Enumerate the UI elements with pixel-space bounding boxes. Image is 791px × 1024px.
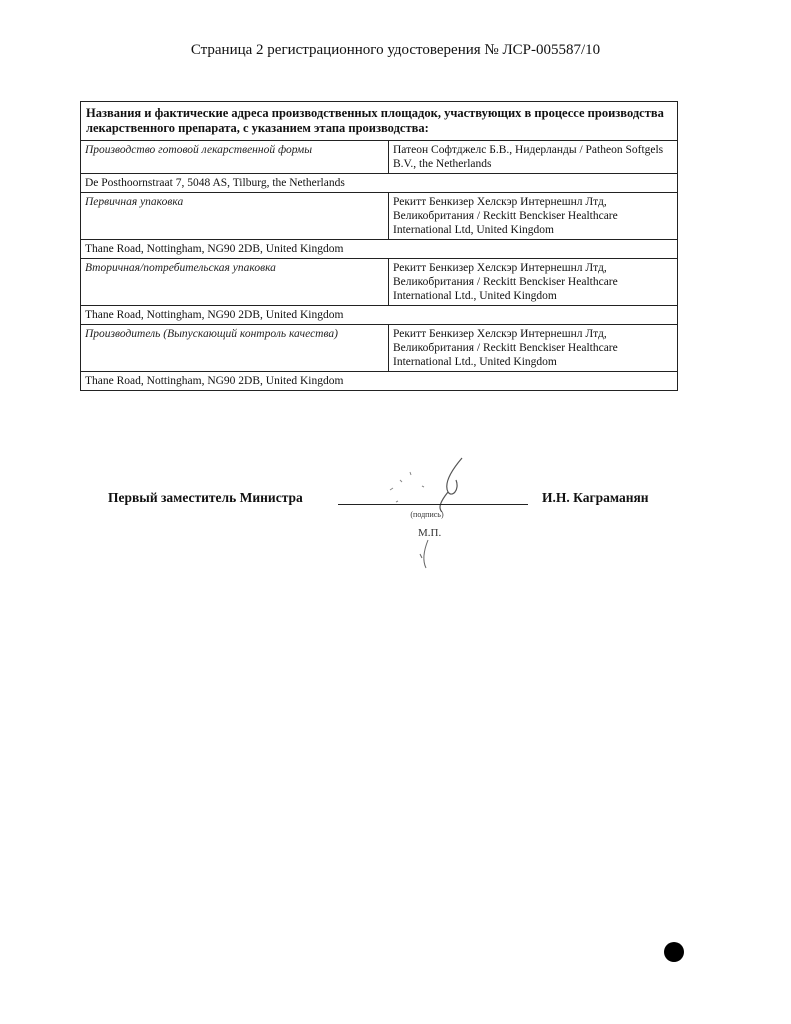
stamp-label: М.П. — [418, 527, 442, 539]
signatory-name: И.Н. Каграманян — [542, 490, 649, 505]
table-row — [81, 372, 678, 391]
table-row — [81, 325, 678, 372]
table-row — [81, 174, 678, 193]
signatory-role: Первый заместитель Министра — [108, 490, 303, 505]
manufacturer-name: Рекитт Бенкизер Хелскэр Интернешнл Лтд, Великобритания / Reckitt Benckiser Healthcare International Ltd., United Kingdom — [389, 325, 678, 372]
site-address: Thane Road, Nottingham, NG90 2DB, United Kingdom — [81, 306, 678, 325]
table-heading-row — [81, 102, 678, 141]
production-stage: Первичная упаковка — [81, 193, 389, 240]
production-stage: Вторичная/потребительская упаковка — [81, 259, 389, 306]
table-row — [81, 141, 678, 174]
signature-caption: (подпись) — [410, 510, 444, 519]
production-sites-table — [80, 101, 678, 391]
table-row — [81, 306, 678, 325]
site-address: Thane Road, Nottingham, NG90 2DB, United Kingdom — [81, 240, 678, 259]
page-title: Страница 2 регистрационного удостоверения № ЛСР-005587/10 — [190, 42, 601, 58]
signature-line — [338, 504, 528, 505]
production-stage: Производство готовой лекарственной формы — [81, 141, 389, 174]
manufacturer-name: Рекитт Бенкизер Хелскэр Интернешнл Лтд, Великобритания / Reckitt Benckiser Healthcare International Ltd., United Kingdom — [389, 259, 678, 306]
table-row — [81, 193, 678, 240]
table-heading: Названия и фактические адреса производственных площадок, участвующих в процессе производства лекарственного препарата, с указанием этапа производства: — [81, 102, 678, 141]
manufacturer-name: Рекитт Бенкизер Хелскэр Интернешнл Лтд, Великобритания / Reckitt Benckiser Healthcare International Ltd, United Kingdom — [389, 193, 678, 240]
manufacturer-name: Патеон Софтджелс Б.В., Нидерланды / Patheon Softgels B.V., the Netherlands — [389, 141, 678, 174]
table-row — [81, 240, 678, 259]
punch-hole-mark — [664, 942, 684, 962]
site-address: Thane Road, Nottingham, NG90 2DB, United Kingdom — [81, 372, 678, 391]
table-row — [81, 259, 678, 306]
production-stage: Производитель (Выпускающий контроль качества) — [81, 325, 389, 372]
site-address: De Posthoornstraat 7, 5048 AS, Tilburg, the Netherlands — [81, 174, 678, 193]
signature-block — [0, 490, 791, 510]
